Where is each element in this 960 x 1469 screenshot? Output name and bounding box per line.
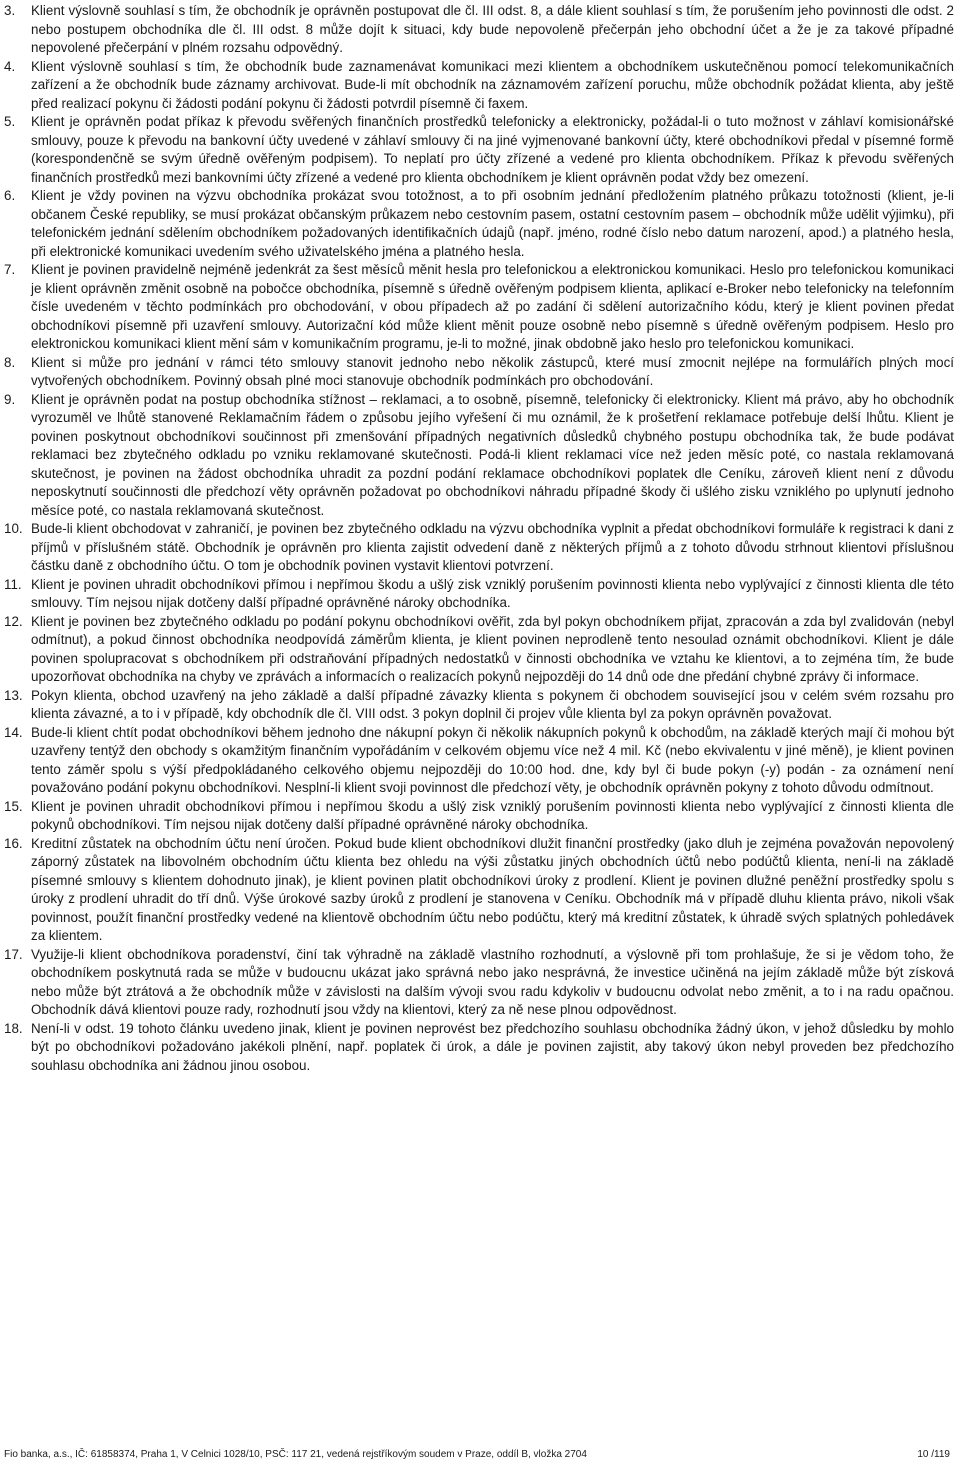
item-text: Bude-li klient obchodovat v zahraničí, je povinen bez zbytečného odkladu na výzvu obchodníka vyplnit a předat obchodníkovi formuláře k registraci k dani z příjmů v příslušném státě. Obchodník je oprávněn pro klienta zajistit odvedení daně z některých příjmů a z tohoto důvodu strhnout klientovi příslušnou částku daně z obchodního účtu. O tom je obchodník povinen vystavit klientovi potvrzení. <box>31 521 954 573</box>
item-number: 13. <box>4 687 23 703</box>
item-text: Klient je povinen pravidelně nejméně jedenkrát za šest měsíců měnit hesla pro telefonickou a elektronickou komunikaci. Heslo pro telefonickou komunikaci je klient oprávněn změnit osobně na pobočce obchodníka, písemně s úředně ověřeným podpisem klienta, aplikací e-Broker nebo telefonicky na telefonním čísle uvedeném v těchto podmínkách pro obchodování, v obou případech až po zadání či sdělení autorizačního kódu, který je klient povinen předat obchodníkovi písemně při uzavření smlouvy. Autorizační kód může klient měnit pouze osobně nebo písemně s úředně ověřeným podpisem. Heslo pro elektronickou komunikaci klient mění sám v komunikačním programu, je-li to možné, jinak obdobně jako heslo pro telefonickou komunikaci. <box>31 262 954 351</box>
item-text: Klient výslovně souhlasí s tím, že obchodník bude zaznamenávat komunikaci mezi klientem a obchodníkem uskutečněnou pomocí telekomunikačních zařízení a že obchodník bude záznamy archivovat. Bude-li mít obchodník na záznamovém zařízení poruchu, může obchodník požádat klienta, aby ještě před realizací pokynu či žádosti podání pokynu či žádosti potvrdil písemně či faxem. <box>31 58 954 111</box>
item-number: 11. <box>4 576 22 592</box>
list-item <box>4 576 954 613</box>
item-text: Klient je povinen bez zbytečného odkladu po podání pokynu obchodníkovi ověřit, zda byl pokyn obchodníkem přijat, zpracován a zda byl zvalidován (nebyl odmítnut), a pokud činnost obchodníka neodpovídá záměrům klienta, je klient povinen neprodleně tento nesoulad oznámit obchodníkovi. Klient je dále povinen spolupracovat s obchodníkem při odstraňování případných nedostatků v činnosti obchodníka ve vztahu ke klientovi, a to zejména tím, že bude upozorňovat obchodníka na chyby ve zprávách a informacích o realizacích pokynů nejpozději do 14 dnů ode dne předání chybné zprávy či informace. <box>31 613 954 684</box>
list-item <box>4 187 954 261</box>
list-item <box>4 687 954 724</box>
page-footer <box>4 1449 950 1460</box>
list-item <box>4 1020 954 1076</box>
item-text: Klient je oprávněn podat na postup obchodníka stížnost – reklamaci, a to osobně, písemně, telefonicky či elektronicky. Klient má právo, aby ho obchodník vyrozuměl ve lhůtě stanovené Reklamačním řádem o způsobu jejího vyřešení či mu oznámil, že k prošetření reklamace potřebuje delší lhůtu. Klient je povinen poskytnout obchodníkovi součinnost při zmenšování případných negativních důsledků chybného postupu obchodníka tak, že bude podávat reklamaci bez zbytečného odkladu po vzniku reklamované skutečnosti. Podá-li klient reklamaci více než jeden měsíc poté, co nastala reklamovaná skutečnost, je povinen na žádost obchodníka uhradit za pozdní podání reklamace obchodníkovi poplatek dle Ceníku, zároveň klient není z důvodu neposkytnutí součinnosti dle předchozí věty oprávněn požadovat po obchodníkovi náhradu případné škody či ušlého zisku vzniklého po uplynutí jednoho měsíce poté, co nastala reklamovaná skutečnost. <box>31 391 954 518</box>
list-item <box>4 520 954 576</box>
list-item <box>4 2 954 58</box>
item-text: Klient je vždy povinen na výzvu obchodníka prokázat svou totožnost, a to při osobním jednání předložením platného průkazu totožnosti (klient, je-li občanem České republiky, se musí prokázat občanským průkazem nebo cestovním pasem, ostatní cestovním pasem – obchodník může udělit výjimku), při telefonickém jednání sdělením obchodníkem požadovaných identifikačních údajů (např. jméno, rodné číslo nebo datum narození, apod.) a platného hesla, při elektronické komunikaci uvedením svého uživatelského jména a platného hesla. <box>31 188 954 259</box>
item-text: Klient je povinen uhradit obchodníkovi přímou i nepřímou škodu a ušlý zisk vzniklý porušením povinnosti klienta nebo vyplývající z činnosti klienta dle této smlouvy. Tím nejsou nijak dotčeny další případné oprávněné nároky obchodníka. <box>31 576 954 610</box>
item-number: 8. <box>4 354 16 370</box>
item-text: Kreditní zůstatek na obchodním účtu není úročen. Pokud bude klient obchodníkovi dlužit finanční prostředky (jako dluh je zejména považován nepovolený záporný zůstatek na libovolném obchodním účtu klienta bez ohledu na výši zůstatku jiných obchodních účtů nebo podúčtů klienta, není-li na základě písemné smlouvy s klientem dohodnuto jinak), je klient povinen platit obchodníkovi úroky z prodlení. Klient je povinen dlužné peněžní prostředky spolu s úroky z prodlení uhradit do tří dnů. Výše úrokové sazby úroků z prodlení je stanovena v Ceníku. Obchodník má v případě dluhu klienta právo, nikoli však povinnost, použít finanční prostředky vedené na klientově obchodním účtu nebo podúčtu, který má kreditní zůstatek, k úhradě svých splatných pohledávek za klientem. <box>31 835 954 943</box>
item-number: 18. <box>4 1020 23 1036</box>
list-item <box>4 58 954 114</box>
item-number: 17. <box>4 946 23 962</box>
item-text: Využije-li klient obchodníkova poradenství, činí tak výhradně na základě vlastního rozhodnutí, a výslovně při tom prohlašuje, že si je vědom toho, že obchodníkem poskytnutá rada se může v budoucnu ukázat jako správná nebo jako nesprávná, že investice učiněná na jejím základě může být získová nebo může být ztrátová a že obchodník může v závislosti na dalším vývoji svou radu kdykoliv v budoucnu odvolat nebo změnit, a to i na radu opačnou. Obchodník dává klientovi pouze rady, rozhodnutí jsou vždy na klientovi, který za ně nese plnou odpovědnost. <box>31 946 954 1017</box>
item-number: 4. <box>4 58 16 74</box>
item-number: 10. <box>4 521 23 536</box>
item-number: 15. <box>4 798 23 814</box>
item-text: Klient je povinen uhradit obchodníkovi přímou i nepřímou škodu a ušlý zisk vzniklý porušením povinnosti klienta nebo vyplývající z činnosti klienta dle pokynů obchodníkovi. Tím nejsou nijak dotčeny další případné oprávněné nároky obchodníka. <box>31 798 954 832</box>
footer-page-number: 10 /119 <box>917 1449 950 1460</box>
list-item <box>4 946 954 1020</box>
item-number: 9. <box>4 391 16 407</box>
footer-company: Fio banka, a.s., IČ: 61858374, Praha 1, V Celnici 1028/10, PSČ: 117 21, vedená rejstříkovým soudem v Praze, oddíl B, vložka 2704 <box>4 1449 587 1460</box>
item-number: 14. <box>4 724 23 740</box>
item-text: Klient si může pro jednání v rámci této smlouvy stanovit jednoho nebo několik zástupců, které musí zmocnit nejlépe na formulářích plných mocí vytvořených obchodníkem. Povinný obsah plné moci stanovuje obchodník podmínkách pro obchodování. <box>31 354 954 388</box>
item-number: 7. <box>4 262 16 277</box>
item-number: 12. <box>4 613 23 629</box>
list-item <box>4 391 954 521</box>
item-number: 3. <box>4 3 16 18</box>
item-number: 5. <box>4 114 16 129</box>
item-text: Pokyn klienta, obchod uzavřený na jeho základě a další případné závazky klienta s pokynem či obchodem související jsou v celém svém rozsahu pro klienta závazné, a to i v případě, kdy obchodník dle čl. VIII odst. 3 pokyn doplnil či projev vůle klienta byl za pokyn oprávněn považovat. <box>31 687 954 721</box>
list-item <box>4 724 954 798</box>
list-item <box>4 835 954 946</box>
item-text: Klient výslovně souhlasí s tím, že obchodník je oprávněn postupovat dle čl. III odst. 8, a dále klient souhlasí s tím, že porušením jeho povinnosti dle odst. 2 nebo postupem obchodníka dle čl. III odst. 8 může dojít k situaci, kdy bude nepovoleně přečerpán jeho obchodní účet a že je za takové případné nepovolené přečerpání v plném rozsahu odpovědný. <box>31 3 954 55</box>
item-text: Klient je oprávněn podat příkaz k převodu svěřených finančních prostředků telefonicky a elektronicky, požádal-li o tuto možnost v záhlaví komisionářské smlouvy, pouze k převodu na bankovní účty uvedené v záhlaví smlouvy či na jiné vyjmenované bankovní účty, které obchodníkovi předal v písemné formě (korespondenčně se svým úředně ověřeným podpisem). To neplatí pro účty zřízené a vedené pro klienta obchodníkem. Příkaz k převodu svěřených finančních prostředků mezi bankovními účty zřízené a vedené pro klienta obchodníkem je klient oprávněn podat vždy bez omezení. <box>31 114 954 185</box>
item-text: Bude-li klient chtít podat obchodníkovi během jednoho dne nákupní pokyn či několik nákupních pokynů k obchodům, na základě kterých mají či mohou být uzavřeny tentýž den obchody s okamžitým finančním vypořádáním v celkovém objemu více než 4 mil. Kč (nebo ekvivalentu v jiné měně), je klient povinen tento záměr spolu s výší předpokládaného celkového objemu nejpozději do 10:00 hod. dne, kdy byl či bude pokyn (-y) podán - za oznámení není považováno podání pokynu obchodníkovi. Nesplní-li klient svoji povinnost dle předchozí věty, je obchodník oprávněn pokyny z tohoto důvodu odmítnout. <box>31 724 954 795</box>
list-item <box>4 261 954 354</box>
list-item <box>4 613 954 687</box>
terms-list <box>4 2 954 1075</box>
list-item <box>4 798 954 835</box>
item-number: 16. <box>4 835 23 851</box>
item-number: 6. <box>4 188 16 203</box>
list-item <box>4 113 954 187</box>
list-item <box>4 354 954 391</box>
item-text: Není-li v odst. 19 tohoto článku uvedeno jinak, klient je povinen neprovést bez předchozího souhlasu obchodníka žádný úkon, v jehož důsledku by mohlo být po obchodníkovi požadováno jakékoli plnění, např. poplatek či úrok, a dále je povinen zajistit, aby takový úkon nebyl proveden bez předchozího souhlasu obchodníka ani žádnou jinou osobou. <box>31 1020 954 1073</box>
